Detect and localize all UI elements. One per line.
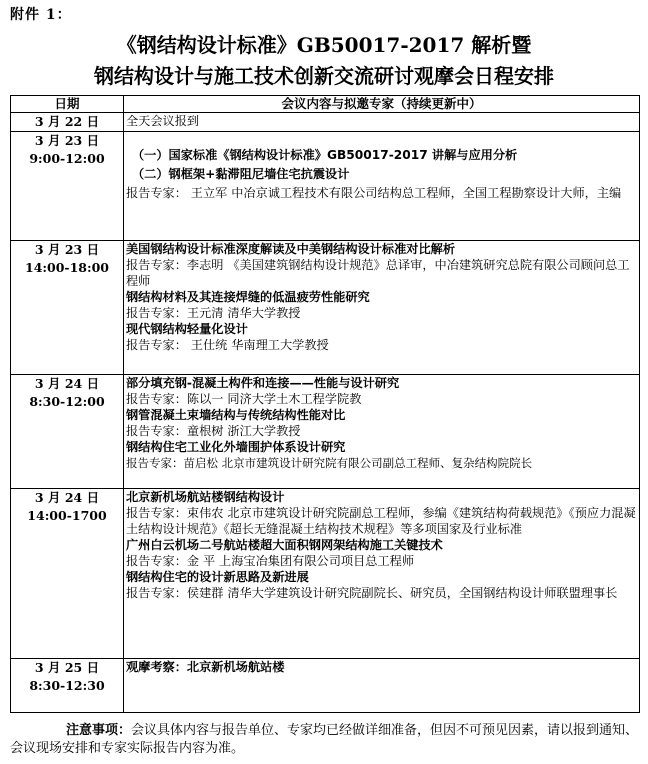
table-row <box>11 132 640 241</box>
row-date: 3 月 23 日 <box>34 242 100 257</box>
page-title-line-2: 钢结构设计与施工技术创新交流研讨观摩会日程安排 <box>94 64 554 88</box>
row-speaker: 报告专家： 王立军 中冶京诚工程技术有限公司结构总工程师，全国工程勘察设计大师，主编 <box>126 186 622 200</box>
table-row <box>11 241 640 375</box>
row-speaker: 报告专家：李志明 《美国建筑钢结构设计规范》总译审，中冶建筑研究总院有限公司顾问总工程师 <box>126 258 630 288</box>
row-topic: 北京新机场航站楼钢结构设计 <box>126 490 285 504</box>
row-topic: （一）国家标准《钢结构设计标准》GB50017-2017 讲解与应用分析 <box>132 148 518 162</box>
row-time: 8:30-12:00 <box>29 394 105 409</box>
row-date-cell <box>11 489 124 659</box>
row-topic: 部分填充钢-混凝土构件和连接——性能与设计研究 <box>126 376 400 390</box>
row-topic: 美国钢结构设计标准深度解读及中美钢结构设计标准对比解析 <box>126 242 456 256</box>
row-topic: （二）钢框架+黏滞阻尼墙住宅抗震设计 <box>132 167 350 181</box>
row-speaker: 报告专家：侯建群 清华大学建筑设计研究院副院长、研究员，全国钢结构设计师联盟理事长 <box>126 586 618 600</box>
row-topic: 钢结构材料及其连接焊缝的低温疲劳性能研究 <box>126 290 370 304</box>
row-time: 14:00-18:00 <box>25 260 109 275</box>
row-date: 3 月 25 日 <box>34 660 100 675</box>
header-date: 日期 <box>11 96 124 113</box>
row-speaker: 报告专家：王元清 清华大学教授 <box>126 306 301 320</box>
row-topic: 钢结构住宅工业化外墙围护体系设计研究 <box>126 440 346 454</box>
row-time: 9:00-12:00 <box>29 151 105 166</box>
row-speaker: 报告专家：苗启松 北京市建筑设计研究院有限公司副总工程师、复杂结构院院长 <box>126 456 533 470</box>
row-date-cell <box>11 132 124 241</box>
row-content-cell <box>124 659 640 713</box>
row-topic: 钢结构住宅的设计新思路及新进展 <box>126 570 309 584</box>
row-date: 3 月 24 日 <box>34 490 100 505</box>
schedule-table <box>10 95 640 713</box>
table-row <box>11 375 640 489</box>
attachment-label: 附件 1： <box>10 7 72 23</box>
row-content-cell <box>124 132 640 241</box>
table-row <box>11 113 640 132</box>
row-date-cell <box>11 241 124 375</box>
row-date: 3 月 22 日 <box>34 114 100 129</box>
table-row <box>11 489 640 659</box>
row-speaker: 报告专家：金 平 上海宝冶集团有限公司项目总工程师 <box>126 554 415 568</box>
row-content-cell <box>124 489 640 659</box>
table-header-row <box>11 96 640 113</box>
row-speaker: 报告专家：童根树 浙江大学教授 <box>126 424 301 438</box>
notice <box>10 722 639 758</box>
row-speaker: 报告专家：束伟农 北京市建筑设计研究院副总工程师，参编《建筑结构荷载规范》《预应力混凝土结构设计规范》《超长无缝混凝土结构技术规程》等多项国家及行业标准 <box>126 506 636 536</box>
row-content-cell <box>124 241 640 375</box>
row-topic: 现代钢结构轻量化设计 <box>126 322 248 336</box>
row-speaker: 报告专家： 王仕统 华南理工大学教授 <box>126 338 329 352</box>
row-date: 3 月 23 日 <box>34 133 100 148</box>
row-time: 8:30-12:30 <box>29 678 105 693</box>
row-topic: 广州白云机场二号航站楼超大面积钢网架结构施工关键技术 <box>126 538 443 552</box>
header-content: 会议内容与拟邀专家（持续更新中） <box>124 96 640 113</box>
row-date-cell <box>11 375 124 489</box>
row-date-cell <box>11 659 124 713</box>
row-date: 3 月 24 日 <box>34 376 100 391</box>
row-text: 全天会议报到 <box>126 114 200 128</box>
row-time: 14:00-1700 <box>27 508 107 523</box>
row-date-cell <box>11 113 124 132</box>
row-speaker: 报告专家：陈以一 同济大学土木工程学院教 <box>126 392 362 406</box>
row-topic: 钢管混凝土束墙结构与传统结构性能对比 <box>126 408 346 422</box>
page-title-line-1: 《钢结构设计标准》GB50017-2017 解析暨 <box>116 33 532 57</box>
row-content-cell <box>124 113 640 132</box>
notice-label: 注意事项： <box>66 723 132 738</box>
row-content-cell <box>124 375 640 489</box>
row-topic: 观摩考察：北京新机场航站楼 <box>126 660 285 674</box>
notice-text: 会议具体内容与报告单位、专家均已经做详细准备，但因不可预见因素，请以报到通知、会议现场安排和专家实际报告内容为准。 <box>10 723 639 756</box>
table-row <box>11 659 640 713</box>
